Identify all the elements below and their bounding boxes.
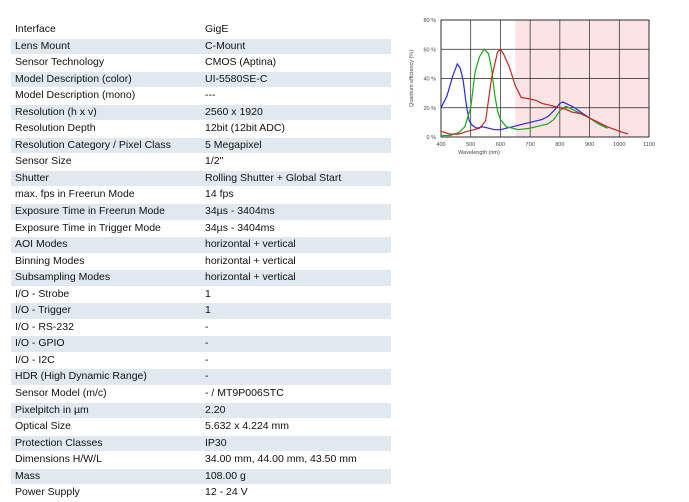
- spec-value: 12 - 24 V: [201, 485, 391, 502]
- spec-value: 5.632 x 4.224 mm: [201, 419, 391, 436]
- spec-label: Optical Size: [11, 419, 201, 436]
- y-tick-label: 80 %: [423, 18, 436, 24]
- spec-row: [11, 369, 391, 386]
- spec-row: [11, 237, 391, 254]
- spec-row: [11, 485, 391, 502]
- spec-value: 1: [201, 303, 391, 320]
- spec-row: [11, 220, 391, 237]
- spec-label: Resolution (h x v): [11, 104, 201, 121]
- spec-label: Binning Modes: [11, 253, 201, 270]
- spec-row: [11, 352, 391, 369]
- spec-label: I/O - Strobe: [11, 286, 201, 303]
- spec-label: Protection Classes: [11, 435, 201, 452]
- spec-value: horizontal + vertical: [201, 237, 391, 254]
- spec-value: C-Mount: [201, 38, 391, 55]
- spec-value: 14 fps: [201, 187, 391, 204]
- spec-value: GigE: [201, 22, 391, 38]
- spec-label: Sensor Model (m/c): [11, 386, 201, 403]
- spec-row: [11, 88, 391, 105]
- x-tick-label: 400: [436, 142, 446, 148]
- x-tick-label: 800: [555, 142, 565, 148]
- y-tick-label: 20 %: [423, 105, 436, 112]
- x-tick-label: 1000: [613, 142, 626, 148]
- spec-value: CMOS (Aptina): [201, 55, 391, 72]
- spec-label: I/O - Trigger: [11, 303, 201, 320]
- spec-row: [11, 121, 391, 138]
- x-tick-label: 600: [495, 142, 506, 148]
- y-tick-label: 40 %: [423, 76, 436, 83]
- spec-label: Sensor Size: [11, 154, 201, 171]
- spec-label: Interface: [11, 22, 201, 38]
- spec-value: Rolling Shutter + Global Start: [201, 170, 391, 187]
- spec-value: -: [201, 336, 391, 353]
- y-axis-label: Quantum efficiency (%): [409, 49, 415, 108]
- spec-label: Sensor Technology: [11, 55, 201, 72]
- x-tick-label: 500: [466, 142, 476, 148]
- spec-row: [11, 435, 391, 452]
- y-tick-label: 0 %: [426, 135, 436, 141]
- spec-row: [11, 319, 391, 336]
- spec-label: Model Description (mono): [11, 88, 201, 105]
- spec-value: 5 Megapixel: [201, 137, 391, 154]
- spec-value: -: [201, 352, 391, 369]
- spec-value: 2.20: [201, 402, 391, 419]
- spec-row: [11, 419, 391, 436]
- spec-label: I/O - RS-232: [11, 319, 201, 336]
- y-tick-label: 60 %: [423, 47, 436, 54]
- spec-row: [11, 452, 391, 469]
- spec-row: [11, 170, 391, 187]
- x-axis-label: Wavelength (nm): [458, 150, 500, 156]
- spec-label: Resolution Depth: [11, 121, 201, 138]
- spec-row: [11, 137, 391, 154]
- spec-value: horizontal + vertical: [201, 253, 391, 270]
- spec-value: 108.00 g: [201, 468, 391, 485]
- spec-table: [11, 22, 391, 502]
- spec-label: Mass: [11, 468, 201, 485]
- spec-row: [11, 402, 391, 419]
- spec-value: 34µs - 3404ms: [201, 220, 391, 237]
- spec-value: 1: [201, 286, 391, 303]
- spec-value: 1/2": [201, 154, 391, 171]
- spec-label: max. fps in Freerun Mode: [11, 187, 201, 204]
- spec-label: Power Supply: [11, 485, 201, 502]
- spec-value: IP30: [201, 435, 391, 452]
- x-tick-label: 1100: [643, 142, 655, 148]
- spec-row: [11, 55, 391, 72]
- x-tick-label: 900: [584, 142, 595, 148]
- spec-label: Exposure Time in Freerun Mode: [11, 204, 201, 221]
- spec-value: -: [201, 369, 391, 386]
- spec-label: Resolution Category / Pixel Class: [11, 137, 201, 154]
- spec-row: [11, 22, 391, 38]
- spec-label: I/O - GPIO: [11, 336, 201, 353]
- spec-row: [11, 336, 391, 353]
- spec-label: AOI Modes: [11, 237, 201, 254]
- spec-label: Shutter: [11, 170, 201, 187]
- spec-row: [11, 154, 391, 171]
- spec-value: - / MT9P006STC: [201, 386, 391, 403]
- x-tick-label: 700: [525, 142, 535, 148]
- spec-value: 34µs - 3404ms: [201, 204, 391, 221]
- spec-row: [11, 38, 391, 55]
- spec-row: [11, 187, 391, 204]
- spec-value: 2560 x 1920: [201, 104, 391, 121]
- spec-label: Model Description (color): [11, 71, 201, 88]
- spec-label: Subsampling Modes: [11, 270, 201, 287]
- spec-value: 12bit (12bit ADC): [201, 121, 391, 138]
- spec-row: [11, 270, 391, 287]
- spec-label: I/O - I2C: [11, 352, 201, 369]
- spec-label: Exposure Time in Trigger Mode: [11, 220, 201, 237]
- spec-value: 34.00 mm, 44.00 mm, 43.50 mm: [201, 452, 391, 469]
- spec-row: [11, 204, 391, 221]
- spec-row: [11, 303, 391, 320]
- spec-row: [11, 71, 391, 88]
- spec-value: UI-5580SE-C: [201, 71, 391, 88]
- spec-label: HDR (High Dynamic Range): [11, 369, 201, 386]
- spec-row: [11, 104, 391, 121]
- spec-value: ---: [201, 88, 391, 105]
- spec-row: [11, 253, 391, 270]
- spec-row: [11, 286, 391, 303]
- spec-value: horizontal + vertical: [201, 270, 391, 287]
- spec-label: Lens Mount: [11, 38, 201, 55]
- quantum-efficiency-chart: [403, 12, 665, 172]
- spec-row: [11, 468, 391, 485]
- spec-value: -: [201, 319, 391, 336]
- spec-label: Dimensions H/W/L: [11, 452, 201, 469]
- spec-row: [11, 386, 391, 403]
- spec-label: Pixelpitch in µm: [11, 402, 201, 419]
